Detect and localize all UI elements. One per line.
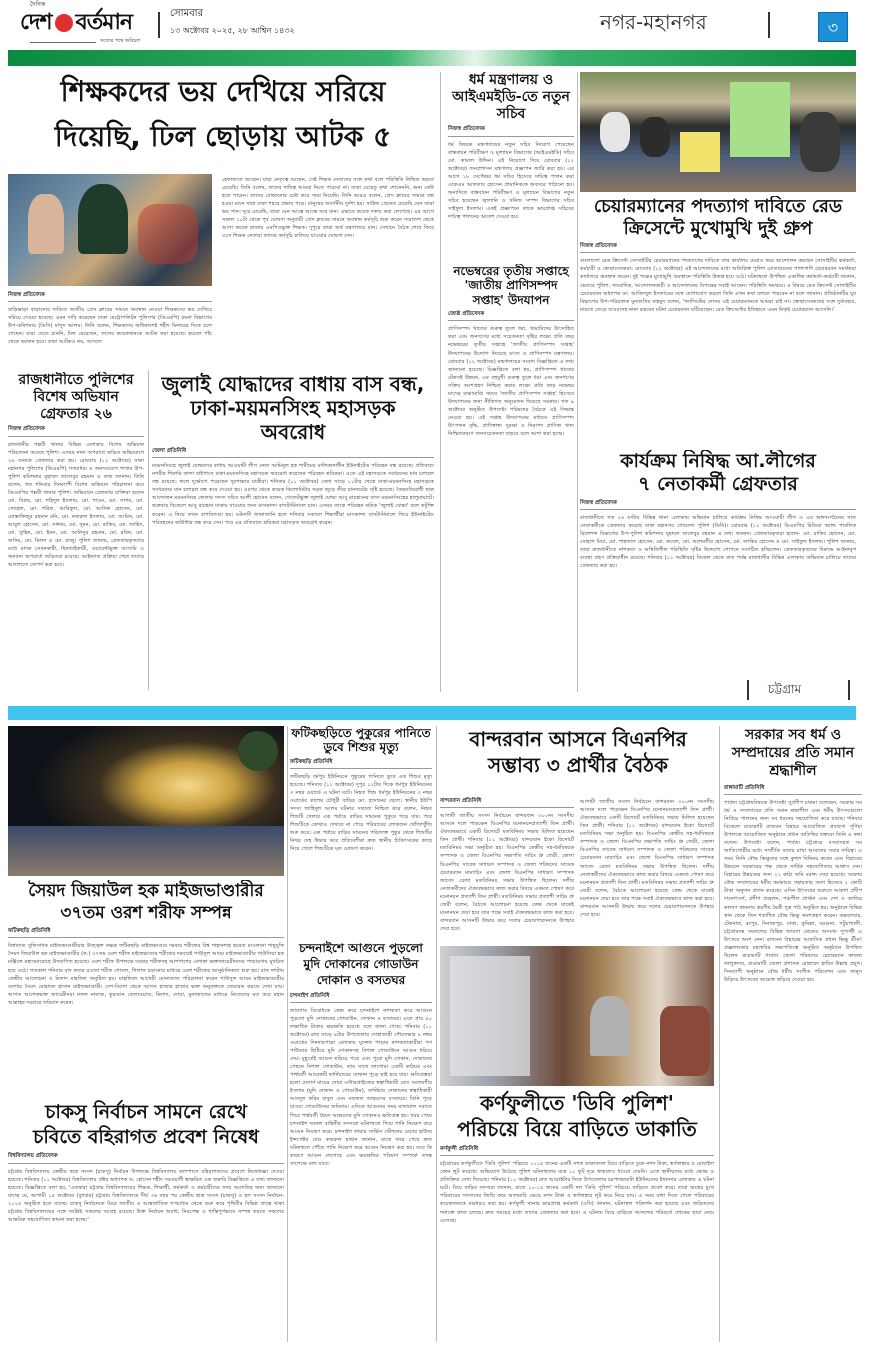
teachers-headline-line-2: দিয়েছি, ঢিল ছোড়ায় আটক ৫: [54, 119, 392, 153]
july-fighters-body: ময়মনসিংহে জুলাই যোদ্ধাদের বাধায় আওয়ামী লীগ নেতা আমিনুল হক শামীমের মালিকানাধীন ইউনাইটেড পরিবহন বন্ধ রয়েছে। প্রতিবাদে নগরীর শিকারি কান্দা বাইপাসে ঢাকা-ময়মনসিংহ মহাসড়ক অবরোধ করেছেন পরিবহন শ্রমিকরা। এতে এই মহাসড়কে সবধরনের যান চলাচল বন্ধ রয়েছে। ফলে দুর্ভোগে পড়েছেন দূরপাল্লার যাত্রীরা। শনিবার (১১ অক্টোবর) বেলা সাড়ে ১১টার থেকে ঢাকা-ময়মনসিংহ মহাসড়কে সবধরনের যান চলাচল বন্ধ করে দেওয়া হয়। এরপর থেকে কয়েক কিলোমিটার সড়ক জুড়ে তীব্র যানজটের সৃষ্টি হয়েছে। বৈষম্যবিরোধী ছাত্র আন্দোলন ময়মনসিংহ জেলার সদস্য সচিব আলী হোসেন বলেন, গেজেটভুক্ত জুলাই যোদ্ধা আবু রায়হানের বাসা ময়মনসিংহের হালুয়াঘাটে। শুক্রবার বিকেলে আবু রায়হান ঢাকায় যাওয়ার জন্য মাসকান্দা বাসটার্মিনালে যান। এসময় তাকে পরিবহন শ্রমিক 'জুলাই যোদ্ধা' বলে কটূক্তি করেন। এ নিয়ে তখন বাগবিতণ্ডা হয়। ঘটনাটি জানাজানি হলে শনিবার সকালে শিক্ষার্থীরা মাসকান্দা বাসটার্মিনালে গিয়ে ইউনাইটেড পরিবহনের কাউন্টার বন্ধ করে দেন। পরে এর প্রতিবাদে শ্রমিকরা মহাসড়ক অবরোধ করেন।: [152, 463, 434, 526]
fire-byline: চন্দনাইশ প্রতিনিধি: [290, 993, 432, 1003]
teachers-headline[interactable]: [14, 70, 432, 170]
dakati-article: [440, 1090, 714, 1342]
red-crescent-article: [580, 196, 856, 446]
dakati-body: চট্টগ্রামের কর্ণফুলীতে 'ডিবি পুলিশ' পরিচয়ে ১০১৫ জনের একটি সশস্ত্র ডাকাতদল বিয়ে বাড়িতে ঢুকে নগদ টাকা, স্বর্ণালঙ্কার ও মোবাইল ফোন লুট করেছে। অভিযোগ উঠেছে পুলিশ ঘটনাস্থলের মাত্র ১০ ফুট দূরে থাকলেও ধাওয়া দেয়নি। এতে স্থানীয়দের মধ্যে ক্ষোভ ও প্রতিক্রিয়া দেখা দিয়েছে। শনিবার (১১ অক্টোবর) রাত আড়াইটার দিকে উপজেলার চরপাথরঘাটা ইউনিয়নের ইছানগর এলাকায় এ ঘটনা ঘটে। বিয়ে বাড়ির সদস্যরা জানান, রাতে ১০-১৫ জনের একটি দল 'ডিবি পুলিশ' পরিচয়ে বাড়িতে প্রবেশ করে। তারা অস্ত্রের মুখে পরিবারের সদস্যদের জিম্মি করে আলমারি ভেঙে নগদ টাকা ও স্বর্ণালঙ্কার লুট করে নিয়ে যায়। এ সময় বাধা দিতে গেলে পরিবারের কয়েকজনকে মারধরও করা হয়। কর্ণফুলী থানার ভারপ্রাপ্ত কর্মকর্তা (ওসি) জানান, ঘটনাস্থল পরিদর্শন করা হয়েছে এবং জড়িতদের শনাক্তে কাজ চলছে। দ্রুত সময়ের মধ্যে তাদের গ্রেফতার করা হবে। এ ঘটনায় বিয়ে বাড়িতে আনন্দের পরিবর্তে শোকের ছায়া নেমে এসেছে।: [440, 1161, 714, 1224]
livestock-week-article: [448, 264, 574, 692]
logo-divider: [30, 42, 96, 43]
harmony-headline[interactable]: সরকার সব ধর্ম ও সম্প্রদায়ের প্রতি সমান শ্রদ্ধাশীল: [731, 727, 855, 780]
teachers-headline-line-1: শিক্ষকদের ভয় দেখিয়ে সরিয়ে: [60, 75, 386, 108]
red-crescent-byline: নিজস্ব প্রতিবেদক: [580, 243, 856, 253]
july-fighters-article: [152, 372, 434, 692]
chaksu-article: [8, 1100, 284, 1342]
urs-byline: ফটিকছড়ি প্রতিনিধি: [8, 928, 284, 938]
red-crescent-body: বাংলাদেশ রেড ক্রিসেন্ট সোসাইটির চেয়ারম্যানের পদত্যাগের দাবিতে তার কার্যালয় ঘেরাও করে আন্দোলন করছেন সোসাইটির কর্মকর্তা, কর্মচারী ও স্বেচ্ছাসেবকরা। রোববার (১২ অক্টোবর) এই আন্দোলনের মধ্যে অতিরিক্ত পুলিশ মোতায়েনের পাশাপাশি চেয়ারম্যান সমর্থকরা কার্যালয়ে অবস্থান করেন। দুই পক্ষের মুখোমুখি অবস্থানে পরিস্থিতি উত্তপ্ত হয়ে ওঠে। ঘটনাস্থলে উপস্থিত একাধিক কর্মকর্তা-কর্মচারী জানান, ভেতরে পুলিশ, সাংবাদিক, আন্দোলনকারী ও আন্দোলনের বিপক্ষের সবাই আছেন। পরিস্থিতি থমথমে। এ বিষয়ে রেড ক্রিসেন্ট সোসাইটির চেয়ারম্যান অধ্যাপক ডা. আজিজুল ইসলামের সঙ্গে যোগাযোগ করলে তিনি এখন কথা বলতে পারবেন না বলে জানান। প্রতিষ্ঠানটির যুব বিভাগের উপ-পরিচালক মুনতাসির মাহমুদ বলেন, 'ফ্যাসিস্টের দোসর এই চেয়ারম্যানকে আমরা চাই না। স্বেচ্ছাসেবকদের সঙ্গে দুর্ব্যবহার, মারতে তেড়ে যাওয়াসহ নানা রকমের ঘটনা চেয়ারম্যান ঘটিয়েছেন। রেড ক্রিসেন্টের ইতিহাসে এমন নিকৃষ্ট চেয়ারম্যান আসেনি।': [580, 258, 856, 313]
awami-arrest-body: রাজধানীতে গত ২৪ ঘণ্টায় বিভিন্ন থানা এলাকায় অভিযান চালিয়ে কার্যক্রম নিষিদ্ধ আওয়ামী লীগ ও এর অঙ্গসংগঠনের সাত নেতাকর্মীকে গ্রেফতার করেছে ঢাকা মহানগর গোয়েন্দা পুলিশ (ডিবি)। রোববার (১২ অক্টোবর) ডিএমপির মিডিয়া অ্যান্ড পাবলিক রিলেশন্স বিভাগের উপ-পুলিশ কমিশনার মুহাম্মদ তালেবুর রহমান এ তথ্য জানান। গ্রেফতারকৃতরা হলেন- মো. রাকিব হোসেন, মো. সোহাগ মিয়া, মো. শাহাদাত হোসেন, মো. রুবেল, মো. আলমগীর হোসেন, মো. জাকির হোসেন ও মো. সাইফুল ইসলাম। পুলিশ জানায়, তারা রাজধানীতে নাশকতা ও অস্থিতিশীল পরিস্থিতি সৃষ্টির উদ্দেশ্যে গোপনে সংগঠিত হচ্ছিলেন। গ্রেফতারকৃতদের বিরুদ্ধে আইনানুগ ব্যবস্থা গ্রহণ প্রক্রিয়াধীন রয়েছে। শনিবার (১১ অক্টোবর) বিকেল থেকে রাত পর্যন্ত রাজধানীর বিভিন্ন এলাকায় অভিযান চালিয়ে তাদের গ্রেফতার করা হয়।: [580, 514, 856, 570]
july-fighters-headline[interactable]: জুলাই যোদ্ধাদের বাধায় বাস বন্ধ, ঢাকা-ময়মনসিংহ মহাসড়ক অবরোধ: [161, 372, 425, 444]
column-rule: [436, 726, 437, 1342]
column-rule: [287, 726, 288, 1342]
column-rule: [440, 72, 441, 692]
dakati-headline-line-2: পরিচয়ে বিয়ে বাড়িতে ডাকাতি: [457, 1117, 697, 1141]
bandarban-body-col1: আগামী জাতীয় সংসদ নির্বাচনে বান্দরবান ৩০০নং সংসদীয় আসনে দলে পাড়ক্ষেন বিএনপির মনোনয়নপ্রত্যাশী তিন প্রার্থী। ঐক্যবদ্ধভাবে একটি রিসোর্টে মতবিনিময় সভায় মিলিত হয়েছেন তিন প্রার্থী। শনিবার (১১ অক্টোবর) বান্দরবান ইকো রিসোর্টে মতবিনিময় সভা অনুষ্ঠিত হয়। বিএনপির কেন্দ্রীয় সহ-ধর্মবিষয়ক সম্পাদক ও জেলা বিএনপির সভাপতি সাচিং প্রু জেরী, জেলা বিএনপির সাবেক সাধারণ সম্পাদক ও জেলা পরিষদের সাবেক চেয়ারম্যান মাম্যাচিং এবং জেলা বিএনপির সাধারণ সম্পাদক জাবেদ রেজা মতবিনিময় সভায় উপস্থিত ছিলেন। দলীয় নেতাকর্মীদের ঐক্যবদ্ধভাবে কাজ করার বিষয়ে একমত পোষণ করে মনোনয়ন প্রত্যাশী তিন প্রার্থী। মতবিনিময় সভায় প্রত্যাশী সাচিং প্রু জেরী বলেন, বৈঠকে আলোচনা হয়েছে কেন্দ্র থেকে যাকেই মনোনয়ন দেয়া হবে তার পক্ষে সবাই ঐক্যবদ্ধভাবে কাজ করা হবে। বান্দরবান আসনটি উদ্ধার করে দলের চেয়ারপারসনকে উপহার দেয়া হবে।: [440, 813, 574, 933]
bandarban-headline-line-1: বান্দরবান আসনে বিএনপির: [469, 727, 687, 751]
dakati-byline: কর্ণফুলী প্রতিনিধি: [440, 1146, 714, 1156]
religion-secretary-headline[interactable]: ধর্ম মন্ত্রণালয় ও আইএমইডি-তে নতুন সচিব: [452, 72, 570, 122]
column-rule: [148, 370, 149, 690]
pond-death-body: ফটিকছড়ি ধর্মপুর ইউনিয়নে পুকুরের পানিতে ডুবে এক শিশুর মৃত্যু হয়েছে। শনিবার (১১ অক্টোবর) দুপুর ১২টার দিকে ধর্মপুর ইউনিয়নের ৩ নম্বর ওয়ার্ডে এ ঘটনা ঘটে। নিহত শিশু ধর্মপুর ইউনিয়নের ৩ নম্বর ওয়ার্ডের কাশেম চৌধুরী বাড়ির মো. হাসানের ছেলে। স্থানীয় ইউপি সদস্য জাহিদুল আলম ঘটনার সত্যতা নিশ্চিত করে বলেন, নিহত শিশুটি খেলার এক পর্যায়ে বাড়ির সামনের পুকুরে পড়ে যায়। পরে শিশুটিকে কোথাও দেখতে না পেয়ে পরিবারের লোকজন খোঁজাখুঁজি শুরু করে। এক পর্যায়ে বাড়ির সামনের পরিত্যক্ত পুকুর থেকে শিশুটির নিথর দেহ উদ্ধার করে প্রতিবেশীরা দ্রুত স্থানীয় চিকিৎসকের কাছে নিয়ে গেলে শিশুটিকে মৃত ঘোষণা করেন।: [290, 773, 432, 853]
logo-prefix: দৈনিক: [30, 1, 46, 8]
logo-word-desh: দেশ: [20, 10, 52, 35]
harmony-byline: রাঙ্গামাটি প্রতিনিধি: [724, 785, 862, 795]
awami-arrest-headline-line-2: ৭ নেতাকর্মী গ্রেফতার: [638, 472, 798, 495]
religion-secretary-article: [448, 72, 574, 260]
chaksu-headline-line-2: চবিতে বহিরাগত প্রবেশ নিষেধ: [33, 1125, 259, 1148]
bandarban-headline[interactable]: [440, 726, 716, 792]
teachers-body-col2: হেফাজতে আছেন। যারা নেতৃত্বে আছেন, সেই শিক্ষক নেতাদের সঙ্গে কথা বলে পরিস্থিতি নিশ্চিত করতে চেয়েছি। তিনি বলেন, তাদের দায়িত্ব আমরা নিতে পারবো না। তারা যেহেতু কথা শোনেননি, অন্য কেউ হতে পারেন। তাদের বোঝানোর চেষ্টা করে সময় নিয়েছি। তিনি আরও বলেন, প্রেস ক্লাবের সামনে বন্ধ হওয়া মানে সারা ঢাকা শহরে প্রভাব পড়ে। মানুষের অবর্ণনীয় দুর্দশা হয়। সাউন্ড গ্রেনেড মেরেছি যেন তারা ভয় পান। দূরে মেরেছি, তারা যেন আস্তে আস্তে সরে যান। এভাবে কয়েক দফায় করা লেগেছে। এর আগে সকাল ১০টা থেকে পূর্ব ঘোষণা অনুযায়ী প্রেস ক্লাবের সামনে অবস্থান কর্মসূচি শুরু করেন সারাদেশ থেকে আসা কয়েক হাজার এমপিওভুক্ত শিক্ষক। দুপুরে তারা অর্থ মন্ত্রণালয়ে যান। সেখানে বৈঠক শেষে ফিরে এসে শিক্ষক নেতারা তাদের কর্মসূচি চালিয়ে যাওয়ার ঘোষণা দেন।: [222, 177, 434, 240]
teachers-body-col1: বাড়িভাড়া বাড়ানোর দাবিতে জাতীয় প্রেস ক্লাবের সামনে অবস্থান নেওয়া শিক্ষকদের ভয় দেখিয়ে সরিয়ে দেওয়া হয়েছে। এমন দাবি করেছেন ঢাকা মেট্রোপলিটন পুলিশের (ডিএমপি) রমনা বিভাগের উপ-কমিশনার (ডিসি) মাসুদ আলম। তিনি বলেন, শিক্ষকদের অধিকাংশই শহীদ মিনারের দিকে চলে গেছেন। যারা যেতে চাননি, ঢিল মেরেছেন, তাদের কয়েকজনকে আটক করা হয়েছে। হয়তো পাঁচ থেকে ছয়জন হবে। তারা আটকও নয়, আসলে: [8, 307, 212, 346]
urs-photo: [8, 726, 284, 876]
region-divider-right: [848, 680, 850, 700]
logo-tagline: সত্যের পথে অবিচল: [100, 38, 141, 44]
red-crescent-headline-line-1: চেয়ারম্যানের পদত্যাগ দাবিতে রেড: [593, 196, 843, 217]
awami-arrest-headline[interactable]: [580, 450, 856, 496]
awami-arrest-article: [580, 450, 856, 672]
fire-article: [290, 940, 432, 1342]
fire-headline[interactable]: চন্দনাইশে আগুনে পুড়লো মুদি দোকানের গোডাউন দোকান ও বসতঘর: [299, 941, 423, 988]
livestock-week-headline[interactable]: নভেম্বরের তৃতীয় সপ্তাহে 'জাতীয় প্রাণিসম্পদ সপ্তাহ' উদযাপন: [453, 264, 569, 307]
section-title: নগর-মহানগর: [600, 10, 707, 34]
urs-article: [8, 880, 284, 1096]
page-number-badge: ৩: [818, 12, 848, 42]
column-rule: [577, 72, 578, 692]
religion-secretary-byline: নিজস্ব প্রতিবেদক: [448, 126, 574, 136]
chaksu-headline-line-1: চাকসু নির্বাচন সামনে রেখে: [45, 1101, 247, 1123]
bandarban-col1: [440, 794, 574, 942]
livestock-week-body: প্রাণিসম্পদ খাতের গুরুত্ব তুলে ধরা, খামারিদের উৎসাহিত করা এবং জনগণের মধ্যে সচেতনতা সৃষ্টির লক্ষ্যে প্রতি বছর নভেম্বরের তৃতীয় সপ্তাহে 'জাতীয় প্রাণিসম্পদ সপ্তাহ' উদযাপনের উদ্যোগ নিয়েছে মৎস্য ও প্রাণিসম্পদ মন্ত্রণালয়। রোববার (১২ অক্টোবর) মন্ত্রণালয়ের সংবাদ বিজ্ঞপ্তিতে এ তথ্য জানানো হয়েছে। বিজ্ঞপ্তিতে বলা হয়, প্রাণিসম্পদ খাতের টেকসই উন্নয়ন, এর বহুমুখী গুরুত্ব তুলে ধরা এবং জনগণের সক্রিয় অংশগ্রহণ নিশ্চিত করার লক্ষ্যে প্রতি বছর নভেম্বর মাসের মাঝামাঝি সময়ে 'জাতীয় প্রাণিসম্পদ সপ্তাহ' হিসেবে উদযাপনের জন্য নীতিগত অনুমোদন দিয়েছে সরকার। গত ৯ অক্টোবর অনুষ্ঠিত উপদেষ্টা পরিষদের বৈঠকে এই সিদ্ধান্ত নেওয়া হয়। এই সপ্তাহ উদযাপনের মাধ্যমে প্রাণিসম্পদ উৎপাদন বৃদ্ধি, প্রাণিস্বাস্থ্য সুরক্ষা ও নিরাপদ প্রাণিজ খাদ্য নিশ্চিতকরণে জনসচেতনতা বাড়বে বলে আশা করা হচ্ছে।: [448, 326, 574, 438]
column-rule: [719, 726, 720, 1342]
police-drive-headline[interactable]: রাজধানীতে পুলিশের বিশেষ অভিযান গ্রেফতার ২৬: [18, 372, 134, 422]
urs-headline-line-1: সৈয়দ জিয়াউল হক মাইজভাণ্ডারীর: [28, 881, 264, 901]
awami-arrest-byline: নিজস্ব প্রতিবেদক: [580, 500, 856, 510]
religion-secretary-body: ধর্ম বিষয়ক মন্ত্রণালয়ের নতুন সচিব নিয়োগ পেয়েছেন বাস্তবায়ন পরিবীক্ষণ ও মূল্যায়ন বিভাগের (আইএমইডি) সচিব মো. কামাল উদ্দিন। এই নিয়োগে দিয়ে রোববার (১২ অক্টোবর) জনপ্রশাসন মন্ত্রণালয় প্রজ্ঞাপন জারি করা হয়। এর আগে ১৮ সেপ্টেম্বর ধর্ম সচিব হিসেবে দায়িত্ব পালন করা একেএম আফতাব হোসেন প্রামানিককে অবসরে পাঠানো হয়। অন্যদিকে বাস্তবায়ন পরিবীক্ষণ ও মূল্যায়ন বিভাগের নতুন সচিব হয়েছেন জ্বালানি ও খনিজ সম্পদ বিভাগের সচিব সাইফুল ইসলাম। একই প্রজ্ঞাপনে তাকে ভারপ্রাপ্ত সচিবের দায়িত্ব পালনের আদেশ দেওয়া হয়।: [448, 141, 574, 221]
dakati-headline[interactable]: [440, 1090, 714, 1142]
urs-body: বিশ্বখ্যাত সুফিসাধক মাইজভাণ্ডারীয়ার উজ্জ্বল নক্ষত্র ফটিকছড়ি মাইজভাণ্ডার দরবার শরীফের বিশ্ব শাহানশাহ হযরত মাওলানা শাহ্সুফি সৈয়দ জিয়াউল হক মাইজভাণ্ডারীর (ক.) ৩৭তম ওরশ শরীফ মাইজভাণ্ডার শরীফের দরবারই গাউসুল আযম মাইজভাণ্ডারীর গাউসিয়া হক মঞ্জিলে মহাসমারোহে উদযাপিত হয়েছে। ওরশ শরীফ উপলক্ষে দরবার শরীফসহ আশপাশের এলাকা ভক্তজায়েরীনদের পদচারণায় মুখরিত হয়ে ওঠে। গতকাল শনিবার বাদ ফজর রওজা শরীফ গোসল, গিলাফ চড়ানোর মাধ্যমে ওরশ শরীফের আনুষ্ঠানিকতা শুরু হয়। রাত দশটায় কেন্দ্রীয় আলোচনা ও মিলাদ মাহফিল অনুষ্ঠিত হয়। মাহফিলে আখেরী মোনাজাত পরিচালনা করেন গাউসুল আযম মাইজভাণ্ডারীর বংশধর সৈয়দ মোহাম্মদ হাসান মাইজভাণ্ডারী। দেশ-বিদেশ থেকে আগত হাজার হাজার ভক্ত অনুরক্তকে জেয়ারত করতে দেখা যায়। আগত আশেকভক্ত জায়েরীনরা নফল নামাজ, কুরআন তেলাওয়াত, মিলাদ, দোয়া, মুনাজাতের মাধ্যমে নিজেদের মত করে মহান আল্লাহর দরবারে ফরিয়াদ করেন।: [8, 943, 284, 1006]
green-header-bar: [8, 50, 856, 66]
harmony-body: পার্বত্য চট্টগ্রামবিষয়ক উপদেষ্টা সুপ্রদীপ চাকমা বলেছেন, সরকার সব ধর্ম ও সম্প্রদায়ের প্রতি সমান শ্রদ্ধাশীল এবং ধর্মীয় উৎসবগুলো নির্বিঘ্নে পালনের জন্য সব ধরনের সহযোগিতা করে যাচ্ছে। শনিবার বিকেলে রাঙামাটি রাজবন বিহারে আয়োজিত প্রবারণা পূর্ণিমা উপলক্ষে আয়োজিত অনুষ্ঠানে প্রধান অতিথির বক্তব্যে তিনি এ কথা বলেন। উপদেষ্টা বলেন, পার্বত্য চট্টগ্রামে বসবাসরত সব জাতিগোষ্ঠীর মধ্যে সম্প্রীতি বজায় রাখা আমাদের সবার দায়িত্ব। এ সময় তিনি বৌদ্ধ ভিক্ষুদের সঙ্গে কুশল বিনিময় করেন এবং বিহারের উন্নয়নে সরকারের পক্ষ থেকে সার্বিক সহযোগিতার আশ্বাস দেন। বিহারের উন্নয়নের জন্য ২১ কাঠা জমি বরাদ্দ দেয়া হয়েছে। সরকার বৌদ্ধ সম্প্রদায়ের ধর্মীয় কর্মকাণ্ডে সহায়তার অংশ হিসেবে ২ কোটি টাকা অনুদান প্রদান করেছে। এদিন উৎসবের শুরুতে আকাশ প্রদীপ দানোৎসর্গ, প্রদীপ প্রজ্বলন, পঞ্চশীল প্রার্থনা এবং দেশ ও জাতির কল্যাণ কামনায় করণীয় মৈত্রী সূত্র পাঠ অনুষ্ঠিত হয়। অনুষ্ঠানে বিভিন্ন স্থান থেকে তিন শতাধিক বৌদ্ধ ভিক্ষু অংশগ্রহণ করেন। কক্সবাজার, টেকনাফ, রংপুর, দিনাজপুর, ঢাকা, কুমিল্লা, বরগুনা, পটুয়াখালী, চট্টগ্রামসহ সমতলের বিভিন্ন জায়গা থেকেও অসংখ্য পুণ্যার্থী এ উৎসবে অংশ নেন। রাজবন বিহারের আবাসিক প্রধান ভিক্ষু শ্রীমৎ প্রজ্ঞালংকার মহাস্থবির সভাপতিত্বে অনুষ্ঠিত অনুষ্ঠানে উপস্থিত ছিলেন রাঙামাটি পার্বত্য জেলা পরিষদের চেয়ারম্যান কাজল তালুকদার, রাঙামাটি জেলা প্রশাসক মোহাম্মদ হাবিব উল্লাহ প্রমুখ। দিনব্যাপী অনুষ্ঠানে বৌদ্ধ ধর্মীয় সংগীত পরিবেশন এবং ফানুস উড়িয়ে উৎসবের আমেজ ছড়িয়ে দেওয়া হয়।: [724, 799, 862, 984]
dakati-photo: [440, 946, 714, 1086]
urs-headline[interactable]: [8, 880, 284, 924]
bandarban-body-col2: আগামী জাতীয় সংসদ নির্বাচনে বান্দরবান ৩০০নং সংসদীয় আসনে দলে পাড়ক্ষেন বিএনপির মনোনয়নপ্রত্যাশী তিন প্রার্থী। ঐক্যবদ্ধভাবে একটি রিসোর্টে মতবিনিময় সভায় মিলিত হয়েছেন তিন প্রার্থী। শনিবার (১১ অক্টোবর) বান্দরবান ইকো রিসোর্টে মতবিনিময় সভা অনুষ্ঠিত হয়। বিএনপির কেন্দ্রীয় সহ-ধর্মবিষয়ক সম্পাদক ও জেলা বিএনপির সভাপতি সাচিং প্রু জেরী, জেলা বিএনপির সাবেক সাধারণ সম্পাদক ও জেলা পরিষদের সাবেক চেয়ারম্যান মাম্যাচিং এবং জেলা বিএনপির সাধারণ সম্পাদক জাবেদ রেজা মতবিনিময় সভায় উপস্থিত ছিলেন। দলীয় নেতাকর্মীদের ঐক্যবদ্ধভাবে কাজ করার বিষয়ে একমত পোষণ করে মনোনয়ন প্রত্যাশী তিন প্রার্থী। মতবিনিময় সভায় প্রত্যাশী সাচিং প্রু জেরী বলেন, বৈঠকে আলোচনা হয়েছে কেন্দ্র থেকে যাকেই মনোনয়ন দেয়া হবে তার পক্ষে সবাই ঐক্যবদ্ধভাবে কাজ করা হবে। বান্দরবান আসনটি উদ্ধার করে দলের চেয়ারপারসনকে উপহার দেয়া হবে।: [580, 799, 714, 918]
bandarban-byline: বান্দরবান প্রতিনিধি: [440, 798, 574, 808]
harmony-article: [724, 726, 862, 1342]
livestock-week-byline: জ্যেষ্ঠ প্রতিবেদক: [448, 311, 574, 321]
urs-headline-line-2: ৩৭তম ওরশ শরীফ সম্পন্ন: [60, 903, 232, 924]
section-divider: [768, 12, 770, 38]
fire-body: জায়গার বিরোধকে কেন্দ্র করে চন্দনাইশে নাশকতা করে আগুনে পুড়লো মুদি দোকানের গোডাউন, দোকান ও বসতঘর। এতে প্রায় ৫০ লক্ষাধিক টাকার ক্ষয়ক্ষতি হয়েছে বলে জানা গেছে। শনিবার (১১ অক্টোবর) রাত সাড়ে ৯টায় উপজেলার দোহাজারী পৌরসভার ৯ নম্বর ওয়ার্ডের দিনদারপাড়া এলাকায় মুন্সেফ পাড়ার নাশকতাকারীরা গণ পাউডার ছিটিয়ে মুদি দোকানসহ বিশাল গোডাউনে আগুন ধরিয়ে দেয়। মুহূর্তেই আগুন ছড়িয়ে পড়ে এবং পুরো মুদি দোকান, দোকানের পেছনে বিশাল গোডাউন, তার সাথে লাগোয়া একটি কাঠঘর এবং পার্শ্ববর্তী আরেকটি ফার্নিচারের দোকান পুড়ে ছাই হয়ে যায়। ক্ষতিগ্রস্তরা হলো মেসার্স মায়ের দোয়া এন্টারপ্রাইজের স্বত্বাধিকারী মোঃ আলমগীর ইসলাম (মুদি দোকান ও গোডাউন), ফার্নিচার দোকানের স্বত্বাধিকারী আবদুল করিম বাবুল এবং মফজল আহমদের বসতঘর। তিনি পুড়ে যাওয়া গোডাউনের জমিদার। এদিকে আগুনের সময় মালামাল সরাতে গিয়ে পার্শ্ববর্তী ছৈয়দ আহমদের মুদি দোকানও ক্ষতিগ্রস্ত হয়। খবর পেয়ে চন্দনাইশ দমকল বাহিনীর সদস্যরা ঘটনাস্থলে গিয়ে পানি নিক্ষেপ করে আগুন নিয়ন্ত্রণ করে। চন্দনাইশ ফায়ার সার্ভিস স্টেশনের ওয়্যার হাউজ ইন্সপেক্টর মোঃ কামরুল হাছান জানান, রাতে খবর পেয়ে দ্রুত ঘটনাস্থলে পৌঁছে পানি নিক্ষেপ করে আগুন নিয়ন্ত্রণ করা হয়। তবে কি কারণে আগুন লেগেছে এবং ক্ষয়ক্ষতির পরিমাণ সম্পর্কে তদন্ত সাপেক্ষে বলা যাবে।: [290, 1007, 432, 1167]
chaksu-headline[interactable]: [8, 1100, 284, 1149]
bangladesh-map-icon: [55, 14, 73, 32]
pond-death-article: [290, 726, 432, 936]
bandarban-headline-line-2: সম্ভাব্য ৩ প্রার্থীর বৈঠক: [488, 753, 668, 777]
pond-death-headline[interactable]: ফটিকছড়িতে পুকুরের পানিতে ডুবে শিশুর মৃত্যু: [291, 726, 431, 755]
red-crescent-headline[interactable]: [580, 196, 856, 239]
chaksu-byline: বিশ্ববিদ্যালয় প্রতিবেদক: [8, 1153, 284, 1163]
masthead: [0, 0, 870, 48]
red-crescent-headline-line-2: ক্রিসেন্টে মুখোমুখি দুই গ্রুপ: [623, 217, 813, 239]
teachers-col1: [8, 288, 212, 364]
police-drive-body: রাজধানীর পল্লবী থানার বিভিন্ন এলাকায় বিশেষ অভিযান পরিচালনা করেছে পুলিশ। এসময় নানা অপরাধে জড়িত অভিযোগে ২৬ জনকে গ্রেফতার করা হয়। রোববার (১২ অক্টোবর) ঢাকা মহানগর পুলিশের (ডিএমপি) গণমাধ্যম ও জনসংযোগ শাখার উপ-পুলিশ কমিশনার মুহাম্মদ তালেবুর রহমান এ তথ্য জানান। তিনি বলেন, গত শনিবার দিনব্যাপী বিশেষ অভিযান পরিচালনা করে ডিএমপির পল্লবী থানার পুলিশ। অভিযানে গ্রেফতার ব্যক্তিরা হলেন মো. বিপ্লব, মো. শহিদুল ইসলাম, মো. শাওন, মো. সাগর, মো. সোহেল, মো. শরিফ, আরিফুল, মো. আসিফ হোসেন, মো. মোস্তাফিজুর রহমান রনি, মো. নজরুল ইসলাম, মো. আমিন, মো. আবুল হোসেন, মো. সাদ্দাম, মো. সুমন, মো. রাকিব, মো. জাহিদ, মো. তুহিন, মো. ইমন, মো. আনিসুর রহমান, মো. রবিন, মো. জসিম, মো. মিলন ও মো. রাজু। পুলিশ জানায়, গ্রেফতারকৃতদের মধ্যে মাদক সেবনকারী, ছিনতাইকারী, ওয়ারেন্টভুক্ত আসামি ও অন্যান্য অপরাধে জড়িতরা রয়েছে। আইনগত প্রক্রিয়া শেষে তাদের আদালতে সোপর্দ করা হবে।: [8, 441, 144, 569]
teachers-byline: নিজস্ব প্রতিবেদক: [8, 292, 212, 302]
police-drive-byline: নিজস্ব প্রতিবেদক: [8, 426, 144, 436]
chaksu-body: চট্টগ্রাম বিশ্ববিদ্যালয় কেন্দ্রীয় ছাত্র সংসদ (চাকসু) নির্বাচন উপলক্ষে বিশ্ববিদ্যালয় ক্যাম্পাসে বহিরাগতদের প্রবেশে নিষেধাজ্ঞা দেওয়া হয়েছে। শনিবার (১১ অক্টোবর) বিশ্ববিদ্যালয় প্রক্টর অধ্যাপক ড. হোসেন শহীদ সরওয়ার্দী স্বাক্ষরিত এক জরুরি বিজ্ঞপ্তিতে এ তথ্য জানানো হয়েছে। বিজ্ঞপ্তিতে বলা হয়, 'এতদ্বারা চট্টগ্রাম বিশ্ববিদ্যালয়ের শিক্ষক, শিক্ষার্থী, কর্মকর্তা ও কর্মচারীদের সদয় অবগতির জন্য জানানো যাচ্ছে যে, আগামী ১৫ অক্টোবর (বুধবার) চট্টগ্রাম বিশ্ববিদ্যালয়ে দীর্ঘ ৩৬ বছর পর কেন্দ্রীয় ছাত্র সংসদ (চাকসু) ও হল সংসদ নির্বাচন- ২০২৫ অনুষ্ঠিত হতে যাচ্ছে। চাকসু নির্বাচনকে ঘিরে জাতীয় ও আন্তর্জাতিক গণমাধ্যম থেকে শুরু করে পৃথিবীর বিভিন্ন প্রান্তে থাকা চট্টগ্রাম বিশ্ববিদ্যালয়ের সঙ্গে সংশ্লিষ্ট সকলের আগ্রহ রয়েছে। উক্ত নির্বাচন অবাধ, নিরপেক্ষ ও শান্তিপূর্ণভাবে সম্পন্ন করতে সকলের আন্তরিক সহযোগিতা কামনা করা হচ্ছে।': [8, 1168, 284, 1223]
dakati-headline-line-1: কর্ণফুলীতে 'ডিবি পুলিশ': [480, 1091, 674, 1115]
logo-word-bortoman: বর্তমান: [75, 10, 132, 35]
awami-arrest-headline-line-1: কার্যক্রম নিষিদ্ধ আ.লীগের: [620, 450, 816, 472]
newspaper-logo[interactable]: [20, 11, 132, 35]
issue-date: ১৩ অক্টোবর ২০২৫, ২৮ আশ্বিন ১৪৩২: [170, 26, 295, 35]
police-drive-article: [8, 372, 144, 692]
july-fighters-byline: জেলা প্রতিনিধি: [152, 448, 434, 458]
masthead-divider: [158, 12, 160, 38]
pond-death-byline: ফটিকছড়ি প্রতিনিধি: [290, 759, 432, 769]
region-label: চট্টগ্রাম: [768, 682, 802, 696]
blue-section-bar: [8, 706, 856, 720]
red-crescent-photo: [580, 72, 856, 192]
region-divider-left: [747, 680, 749, 700]
issue-day: সোমবার: [170, 8, 204, 19]
teachers-photo: [8, 174, 212, 286]
